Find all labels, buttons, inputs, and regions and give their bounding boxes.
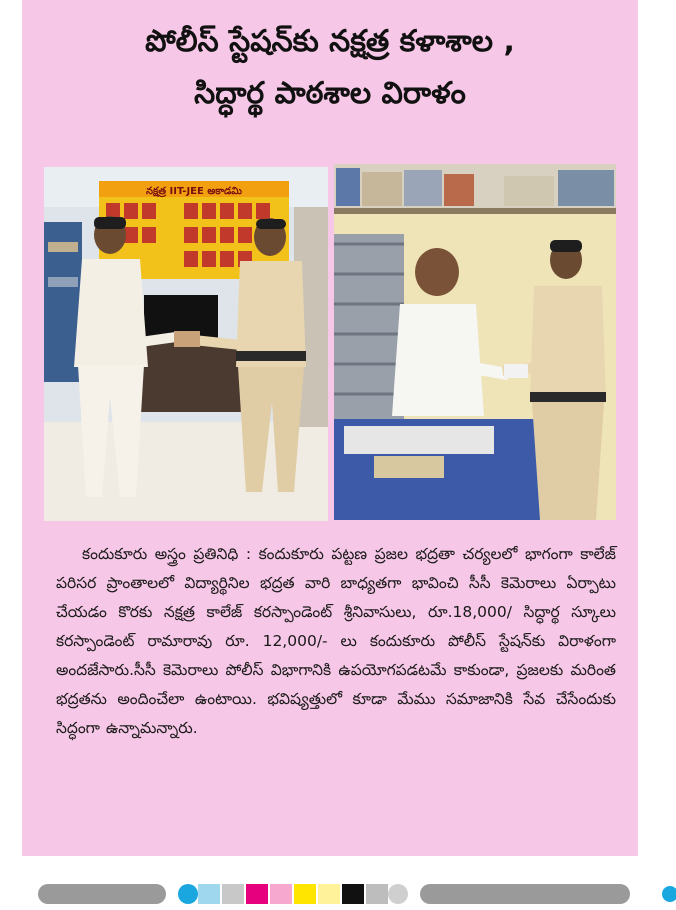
headline-line-2: సిద్ధార్థ పాఠశాల విరాళం [194, 76, 466, 111]
banner-text: నక్షత్ర IIT-JEE అకాడమి [146, 186, 242, 197]
print-color-bar [0, 880, 676, 910]
photo-college-donation [44, 167, 328, 521]
donation-envelope-2 [504, 364, 528, 378]
headline-line-1: పోలీస్ స్టేషన్‌కు నక్షత్ర కళాశాల , [145, 24, 515, 59]
photo-school-donation [334, 164, 616, 520]
headline [22, 16, 638, 120]
newspaper-clipping [22, 0, 638, 856]
donation-envelope [174, 331, 200, 347]
article-body: కందుకూరు అస్త్రం ప్రతినిధి : కందుకూరు పట్టణ ప్రజల భద్రతా చర్యలలో భాగంగా కాలేజ్ పరిసర ప్రాంతాలలో విద్యార్థినిల భద్రత వారి బాధ్యతగా భావించి సీసీ కెమెరాలు ఏర్పాటు చేయడం కొరకు నక్షత్ర కాలేజ్ కరస్పాండెంట్ శ్రీనివాసులు, రూ.18,000/ సిద్ధార్థ స్కూలు కరస్పాండెంట్ రామారావు రూ. 12,000/- లు కందుకూరు పోలీస్ స్టేషన్‌కు విరాళంగా అందజేసారు.సీసీ కెమెరాలు పోలీస్ విభాగానికి ఉపయోగపడటమే కాకుండా, ప్రజలకు మరింత భద్రతను అందించేలా ఉంటాయి. భవిష్యత్తులో కూడా మేము సమాజానికి సేవ చేసేందుకు సిద్ధంగా ఉన్నామన్నారు. [56, 545, 616, 737]
